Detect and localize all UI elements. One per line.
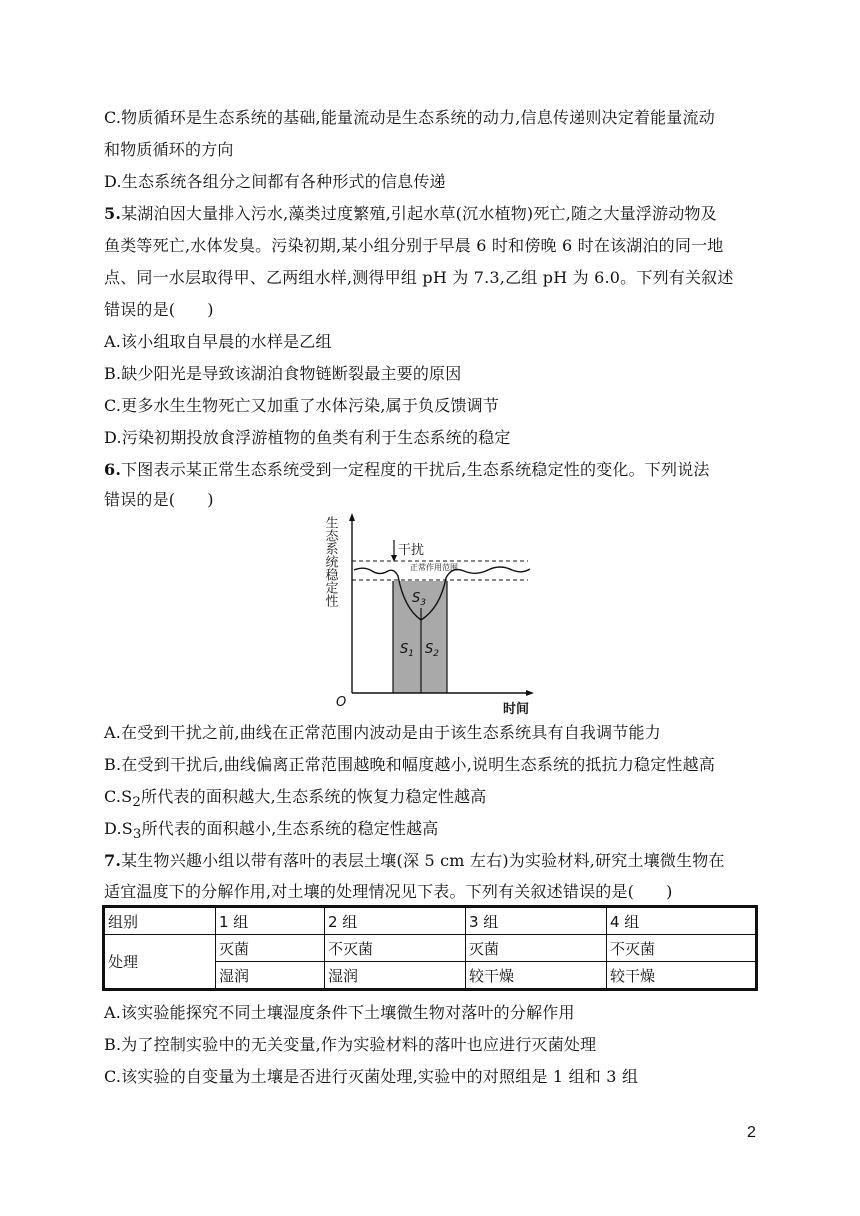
question-7-text1: 某生物兴趣小组以带有落叶的表层土壤(深 5 cm 左右)为实验材料,研究土壤微生物在 bbox=[121, 851, 725, 870]
question-6-option-c bbox=[104, 787, 764, 813]
question-5-number: 5. bbox=[104, 204, 122, 223]
question-7-option-b: B.为了控制实验中的无关变量,作为实验材料的落叶也应进行灭菌处理 bbox=[104, 1035, 597, 1054]
question-6-line1 bbox=[104, 460, 764, 480]
table-header-cell: 4 组 bbox=[607, 907, 757, 935]
stability-diagram bbox=[318, 508, 548, 720]
table-cell: 灭菌 bbox=[216, 935, 325, 962]
table-row-label: 处理 bbox=[104, 935, 216, 990]
question-6-stem-end: 错误的是( bbox=[104, 490, 176, 509]
question-7-line1 bbox=[104, 851, 764, 871]
table-header-cell: 2 组 bbox=[325, 907, 466, 935]
question-7-stem-end: 适宜温度下的分解作用,对土壤的处理情况见下表。下列有关叙述错误的是( bbox=[104, 882, 635, 901]
table-cell: 灭菌 bbox=[466, 935, 607, 962]
table-header-cell: 1 组 bbox=[216, 907, 325, 935]
question-7-option-c: C.该实验的自变量为土壤是否进行灭菌处理,实验中的对照组是 1 组和 3 组 bbox=[104, 1067, 639, 1086]
question-5-paren-close: ) bbox=[207, 300, 214, 319]
question-5-option-a: A.该小组取自早晨的水样是乙组 bbox=[104, 332, 332, 351]
table-cell: 不灭菌 bbox=[607, 935, 757, 962]
table-row bbox=[104, 935, 757, 962]
table-cell: 不灭菌 bbox=[325, 935, 466, 962]
question-6-line2 bbox=[104, 490, 764, 510]
question-5-line2: 鱼类等死亡,水体发臭。污染初期,某小组分别于早晨 6 时和傍晚 6 时在该湖泊的同一地 bbox=[104, 236, 724, 255]
question-5-option-b: B.缺少阳光是导致该湖泊食物链断裂最主要的原因 bbox=[104, 364, 462, 383]
option-c-prev-line1: C.物质循环是生态系统的基础,能量流动是生态系统的动力,信息传递则决定着能量流动 bbox=[104, 108, 715, 127]
option-c-prefix: C.S bbox=[104, 787, 133, 806]
question-7-number: 7. bbox=[104, 851, 122, 870]
option-d-subscript: 3 bbox=[132, 827, 142, 843]
y-axis-label: 生态系统稳定性 bbox=[322, 516, 338, 607]
normal-range-label: 正常作用范围 bbox=[410, 563, 458, 572]
s3-label: $S_3$ bbox=[412, 591, 426, 608]
option-c-prev-line2: 和物质循环的方向 bbox=[104, 140, 234, 159]
x-axis-arrow-icon bbox=[526, 690, 534, 696]
page-number: 2 bbox=[747, 1124, 756, 1141]
s2-label: $S_2$ bbox=[425, 642, 439, 659]
table-cell: 较干燥 bbox=[607, 962, 757, 990]
table-header-row bbox=[104, 907, 757, 935]
question-5-line4 bbox=[104, 300, 764, 320]
treatment-table bbox=[102, 905, 758, 991]
table-header-cell: 组别 bbox=[104, 907, 216, 935]
disturbance-label: 干扰 bbox=[398, 543, 425, 558]
option-d-prefix: D.S bbox=[104, 819, 133, 838]
question-6-number: 6. bbox=[104, 460, 122, 479]
option-d-prev: D.生态系统各组分之间都有各种形式的信息传递 bbox=[104, 172, 446, 191]
option-d-text: 所代表的面积越小,生态系统的稳定性越高 bbox=[141, 819, 439, 838]
question-6-option-a: A.在受到干扰之前,曲线在正常范围内波动是由于该生态系统具有自我调节能力 bbox=[104, 723, 661, 742]
question-6-paren-close: ) bbox=[207, 490, 214, 509]
question-5-line1 bbox=[104, 204, 764, 224]
question-7-line2 bbox=[104, 882, 764, 902]
question-6-option-b: B.在受到干扰后,曲线偏离正常范围越晚和幅度越小,说明生态系统的抵抗力稳定性越高 bbox=[104, 755, 716, 774]
question-5-line3: 点、同一水层取得甲、乙两组水样,测得甲组 pH 为 7.3,乙组 pH 为 6.0。下列有关叙述 bbox=[104, 268, 734, 287]
table-cell: 湿润 bbox=[216, 962, 325, 990]
question-7-paren-close: ) bbox=[666, 882, 673, 901]
option-c-text: 所代表的面积越大,生态系统的恢复力稳定性越高 bbox=[141, 787, 487, 806]
s1-label: $S_1$ bbox=[400, 642, 414, 659]
question-6-option-d bbox=[104, 819, 764, 845]
table-cell: 较干燥 bbox=[466, 962, 607, 990]
question-5-text1: 某湖泊因大量排入污水,藻类过度繁殖,引起水草(沉水植物)死亡,随之大量浮游动物及 bbox=[121, 204, 717, 223]
table-cell: 湿润 bbox=[325, 962, 466, 990]
origin-label: O bbox=[336, 695, 347, 710]
y-axis-arrow-icon bbox=[349, 513, 355, 521]
option-c-subscript: 2 bbox=[132, 795, 142, 811]
question-5-stem-end: 错误的是( bbox=[104, 300, 176, 319]
question-5-option-c: C.更多水生生物死亡又加重了水体污染,属于负反馈调节 bbox=[104, 396, 500, 415]
question-7-option-a: A.该实验能探究不同土壤湿度条件下土壤微生物对落叶的分解作用 bbox=[104, 1003, 575, 1022]
table-header-cell: 3 组 bbox=[466, 907, 607, 935]
x-axis-label: 时间 bbox=[503, 702, 530, 717]
question-6-text1: 下图表示某正常生态系统受到一定程度的干扰后,生态系统稳定性的变化。下列说法 bbox=[121, 460, 710, 479]
question-5-option-d: D.污染初期投放食浮游植物的鱼类有利于生态系统的稳定 bbox=[104, 428, 511, 447]
